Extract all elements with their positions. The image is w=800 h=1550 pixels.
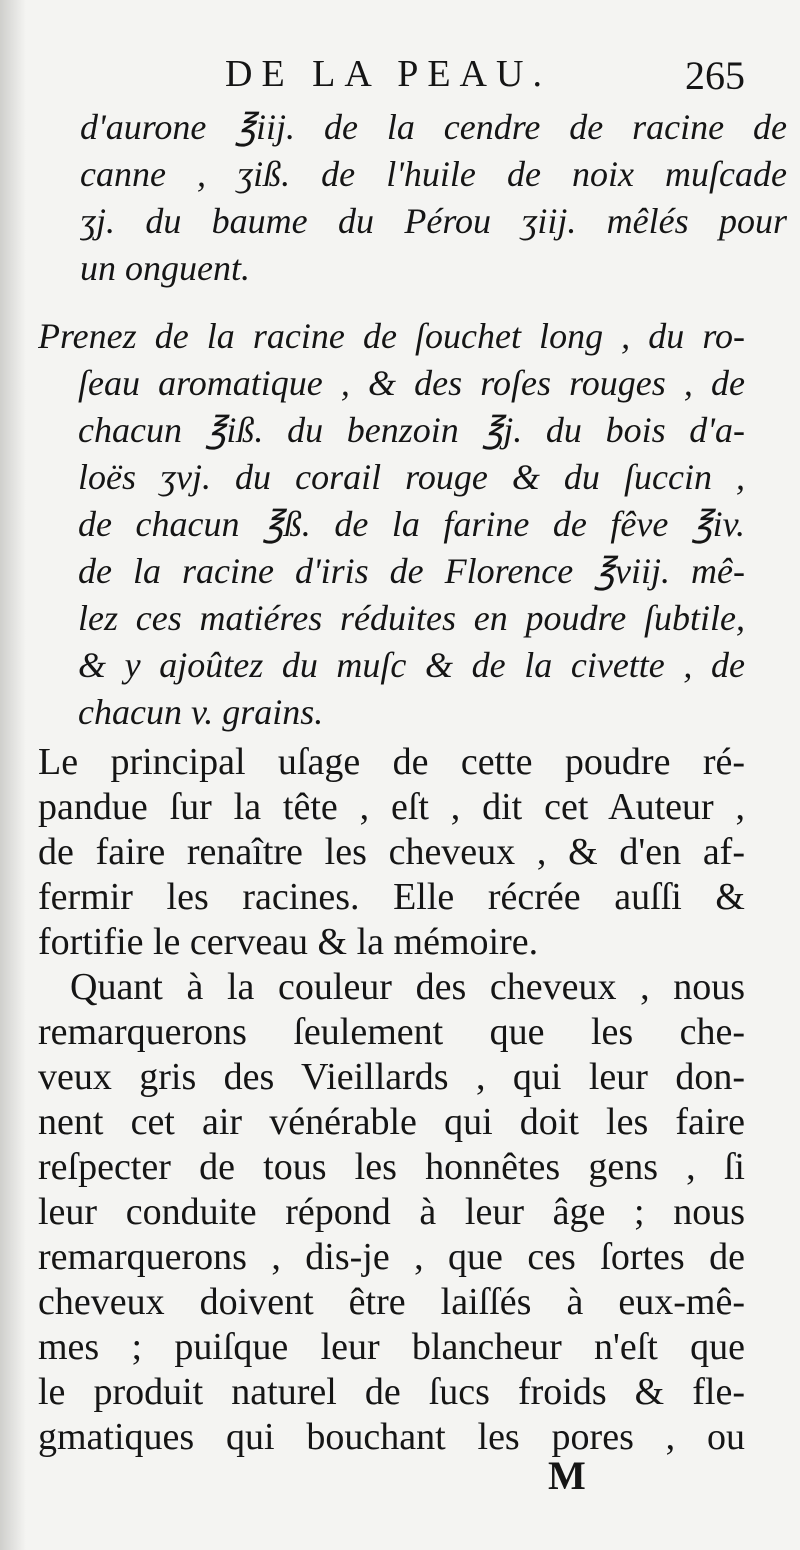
text-line: le produit naturel de ſucs froids & fle-: [38, 1371, 745, 1413]
paragraph-couleur: [38, 965, 745, 1460]
text-line: gmatiques qui bouchant les pores , ou: [38, 1416, 745, 1458]
running-title: DE LA PEAU.: [225, 53, 551, 95]
text-line: loës ʒvj. du corail rouge & du ſuccin ,: [78, 457, 745, 497]
page-header: [225, 52, 745, 102]
text-line: Quant à la couleur des cheveux , nous: [70, 966, 745, 1008]
signature-mark: M: [548, 1453, 587, 1498]
text-line: & y ajoûtez du muſc & de la civette , de: [78, 645, 745, 685]
recipe-prenez: [38, 313, 745, 736]
text-line: remarquerons ſeulement que les che-: [38, 1011, 745, 1053]
text-line: de la racine d'iris de Florence ℥viij. mê-: [78, 551, 745, 591]
text-line: cheveux doivent être laiſſés à eux-mê-: [38, 1281, 745, 1323]
text-line: Le principal uſage de cette poudre ré-: [38, 741, 745, 783]
text-line: canne , ʒiß. de l'huile de noix muſcade: [80, 154, 787, 194]
text-line: pandue ſur la tête , eſt , dit cet Auteur ,: [38, 786, 745, 828]
recipe-continuation: [38, 104, 787, 292]
text-line: fermir les racines. Elle récrée auſſi &: [38, 876, 745, 918]
text-line: chacun ℥iß. du benzoin ℥j. du bois d'a-: [78, 410, 745, 450]
text-line: d'aurone ℥iij. de la cendre de racine de: [80, 107, 787, 147]
text-line: fortifie le cerveau & la mémoire.: [38, 921, 539, 963]
paragraph-usage: [38, 740, 745, 965]
text-line: lez ces matiéres réduites en poudre ſubtile,: [78, 598, 745, 638]
text-line: veux gris des Vieillards , qui leur don-: [38, 1056, 745, 1098]
text-line: nent cet air vénérable qui doit les faire: [38, 1101, 745, 1143]
text-line: reſpecter de tous les honnêtes gens , ſi: [38, 1146, 745, 1188]
text-line: un onguent.: [80, 248, 250, 288]
text-line: remarquerons , dis-je , que ces ſortes de: [38, 1236, 745, 1278]
text-line: de faire renaître les cheveux , & d'en af-: [38, 831, 745, 873]
text-line: chacun v. grains.: [78, 692, 324, 732]
text-line: leur conduite répond à leur âge ; nous: [38, 1191, 745, 1233]
text-line: de chacun ℥ß. de la farine de fêve ℥iv.: [78, 504, 745, 544]
text-line: ʒj. du baume du Pérou ʒiij. mêlés pour: [80, 201, 787, 241]
text-line: Prenez de la racine de ſouchet long , du ro-: [38, 316, 745, 356]
text-line: mes ; puiſque leur blancheur n'eſt que: [38, 1326, 745, 1368]
page-number: 265: [685, 53, 745, 98]
text-line: ſeau aromatique , & des roſes rouges , de: [78, 363, 745, 403]
